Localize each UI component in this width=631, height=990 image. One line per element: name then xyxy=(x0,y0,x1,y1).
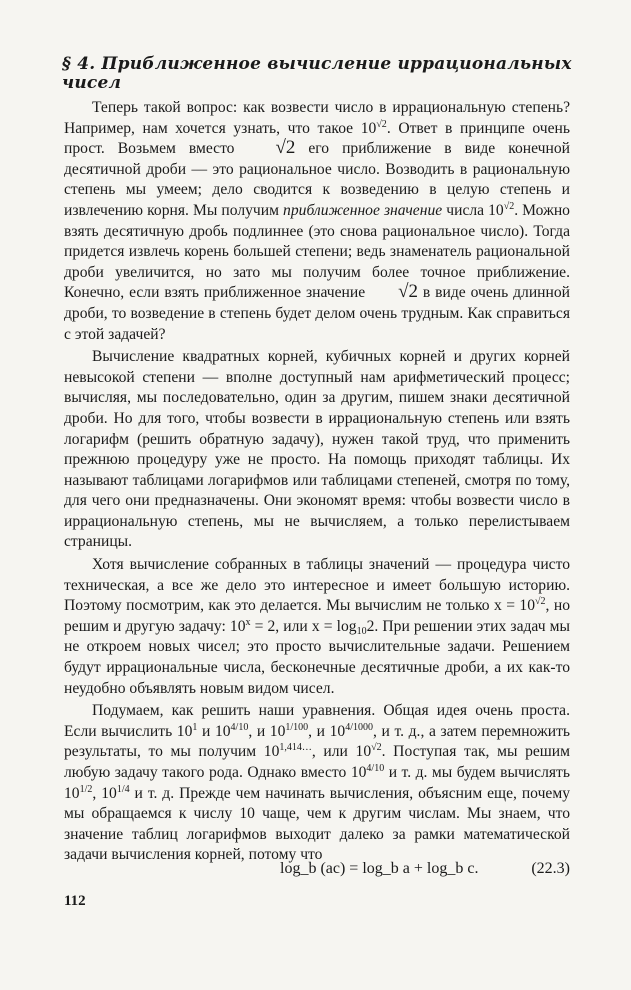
section-heading xyxy=(62,55,572,93)
paragraph-1: Теперь такой вопрос: как возвести число в иррациональную степень? Например, нам хочется узнать, что такое $10^{√2}$. Ответ в принципе очень прост. Возьмем вместо √2 его приближение в виде конечной десятичной дроби — это рациональное число. Возводить в рациональную степень мы умеем; дело сводится к возведению в целую степень и извлечению корня. Мы получим приближенное значение числа $10^{√2}$. Можно взять десятичную дробь подлиннее (это снова рациональное число). Тогда придется извлечь корень большей степени; ведь знаменатель рациональной дроби увеличится, но зато мы получим более точное приближение. Конечно, если взять приближенное значение √2 в виде очень длинной дроби, то возведение в степень будет делом очень трудным. Как справиться с этой задачей? xyxy=(64,99,571,343)
paragraph-3: Хотя вычисление собранных в таблицы значений — процедура чисто техническая, а все же дело это интересное и имеет большую историю. Поэтому посмотрим, как это делается. Мы вычислим не только $x = 10^{√2}$, но решим и другую задачу: $10^x = 2$, или $x = \log_{10}2$. При решении этих задач мы не откроем новых чисел; это просто вычислительные задачи. Решением будут иррациональные числа, бесконечные десятичные дроби, а их как-то неудобно объявлять новым видом чисел. xyxy=(64,556,571,697)
equation-expression: log_b (ac) = log_b a + log_b c. xyxy=(280,860,479,877)
page-number: 112 xyxy=(64,893,86,909)
equation-number: (22.3) xyxy=(531,860,570,877)
section-number: § 4. xyxy=(62,54,96,74)
paragraph-2: Вычисление квадратных корней, кубичных корней и других корней невысокой степени — вполне доступный нам арифметический процесс; вычисляя, мы последовательно, один за другим, пишем знаки десятичной дроби. Но для того, чтобы возвести в иррациональную степень или взять логарифм (решить обратную задачу), нужен такой труд, что применить прежнюю процедуру уже не просто. На помощь приходят таблицы. Их называют таблицами логарифмов или таблицами степеней, смотря по тому, для чего они предназначены. Они экономят время: чтобы возвести число в иррациональную степень, мы не вычисляем, а только перелистываем страницы. xyxy=(64,348,570,551)
section-title: Приближенное вычисление иррациональных чисел xyxy=(62,54,572,93)
equation-22-3 xyxy=(64,860,570,882)
body-text xyxy=(64,98,570,866)
paragraph-4: Подумаем, как решить наши уравнения. Общая идея очень проста. Если вычислить $10^1$ и $10^{4/10}$, и $10^{1/100}$, и $10^{4/1000}$, и т. д., а затем перемножить результаты, то мы получим $10^{1,414\dots}$, или $10^{√2}$. Поступая так, мы решим любую задачу такого рода. Однако вместо $10^{4/10}$ и т. д. мы будем вычислять $10^{1/2}$, $10^{1/4}$ и т. д. Прежде чем начинать вычисления, объясним еще, почему мы обращаемся к числу 10 чаще, чем к другим числам. Мы знаем, что значение таблиц логарифмов выходит далеко за рамки математической задачи вычисления корней, потому что xyxy=(64,702,571,864)
